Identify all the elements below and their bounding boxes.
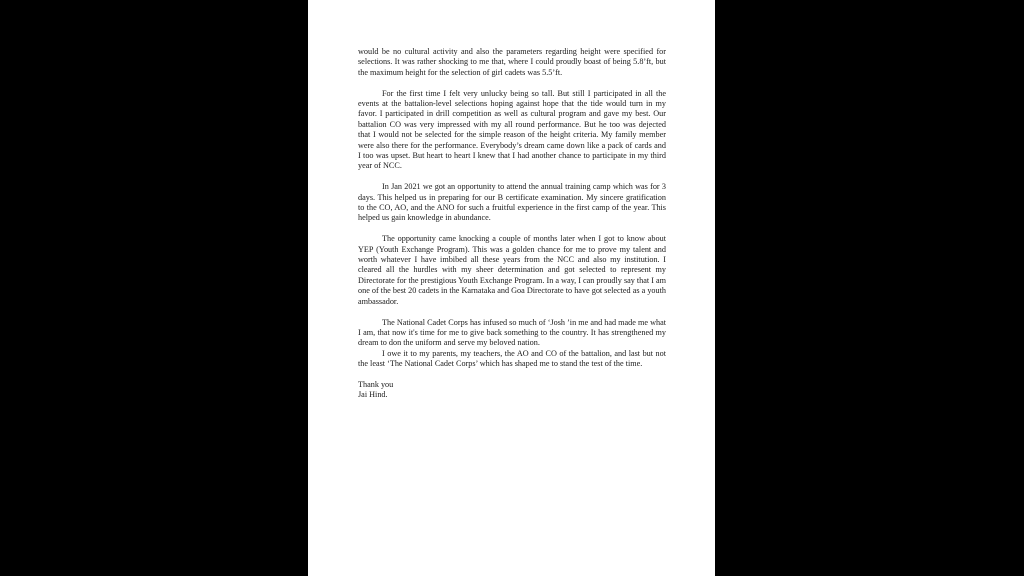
paragraph-1: would be no cultural activity and also the parameters regarding height were specified for selections. It was rather shocking to me that, where I could proudly boast of being 5.8’ft, but the maximum height for the selection of girl cadets was 5.5’ft. — [358, 47, 666, 77]
closing-signoff: Jai Hind. — [358, 390, 388, 400]
document-body — [358, 47, 666, 401]
paragraph-3: In Jan 2021 we got an opportunity to attend the annual training camp which was for 3 days. This helped us in preparing for our B certificate examination. My sincere gratification to the CO, AO, and the ANO for such a fruitful experience in the first camp of the year. This helped us gain knowledge in abundance. — [358, 182, 666, 223]
document-page — [308, 0, 715, 576]
paragraph-2: For the first time I felt very unlucky being so tall. But still I participated in all the events at the battalion-level selections hoping against hope that the tide would turn in my favor. I participated in drill competition as well as cultural program and gave my best. Our battalion CO was very impressed with my all round performance. But he too was dejected that I would not be selected for the simple reason of the height criteria. My family member were also there for the performance. Everybody’s dream came down like a pack of cards and I too was upset. But heart to heart I knew that I had another chance to participate in my third year of NCC. — [358, 88, 666, 171]
paragraph-4: The opportunity came knocking a couple of months later when I got to know about YEP (Youth Exchange Program). This was a golden chance for me to prove my talent and worth whatever I have imbibed all these years from the NCC and also my institution. I cleared all the hurdles with my sheer determination and got selected to represent my Directorate for the prestigious Youth Exchange Program. In a way, I can proudly say that I am one of the best 20 cadets in the Karnataka and Goa Directorate to have got selected as a youth ambassador. — [358, 234, 667, 306]
closing-thanks: Thank you — [358, 379, 394, 389]
closing-block — [358, 380, 666, 401]
paragraph-5: The National Cadet Corps has infused so much of ‘Josh ’in me and had made me what I am, that now it's time for me to give back something to the country. It has strengthened my dream to don the uniform and serve my beloved nation. — [358, 317, 666, 348]
paragraph-6: I owe it to my parents, my teachers, the AO and CO of the battalion, and last but not the least ‘The National Cadet Corps’ which has shaped me to stand the test of the time. — [358, 348, 666, 369]
